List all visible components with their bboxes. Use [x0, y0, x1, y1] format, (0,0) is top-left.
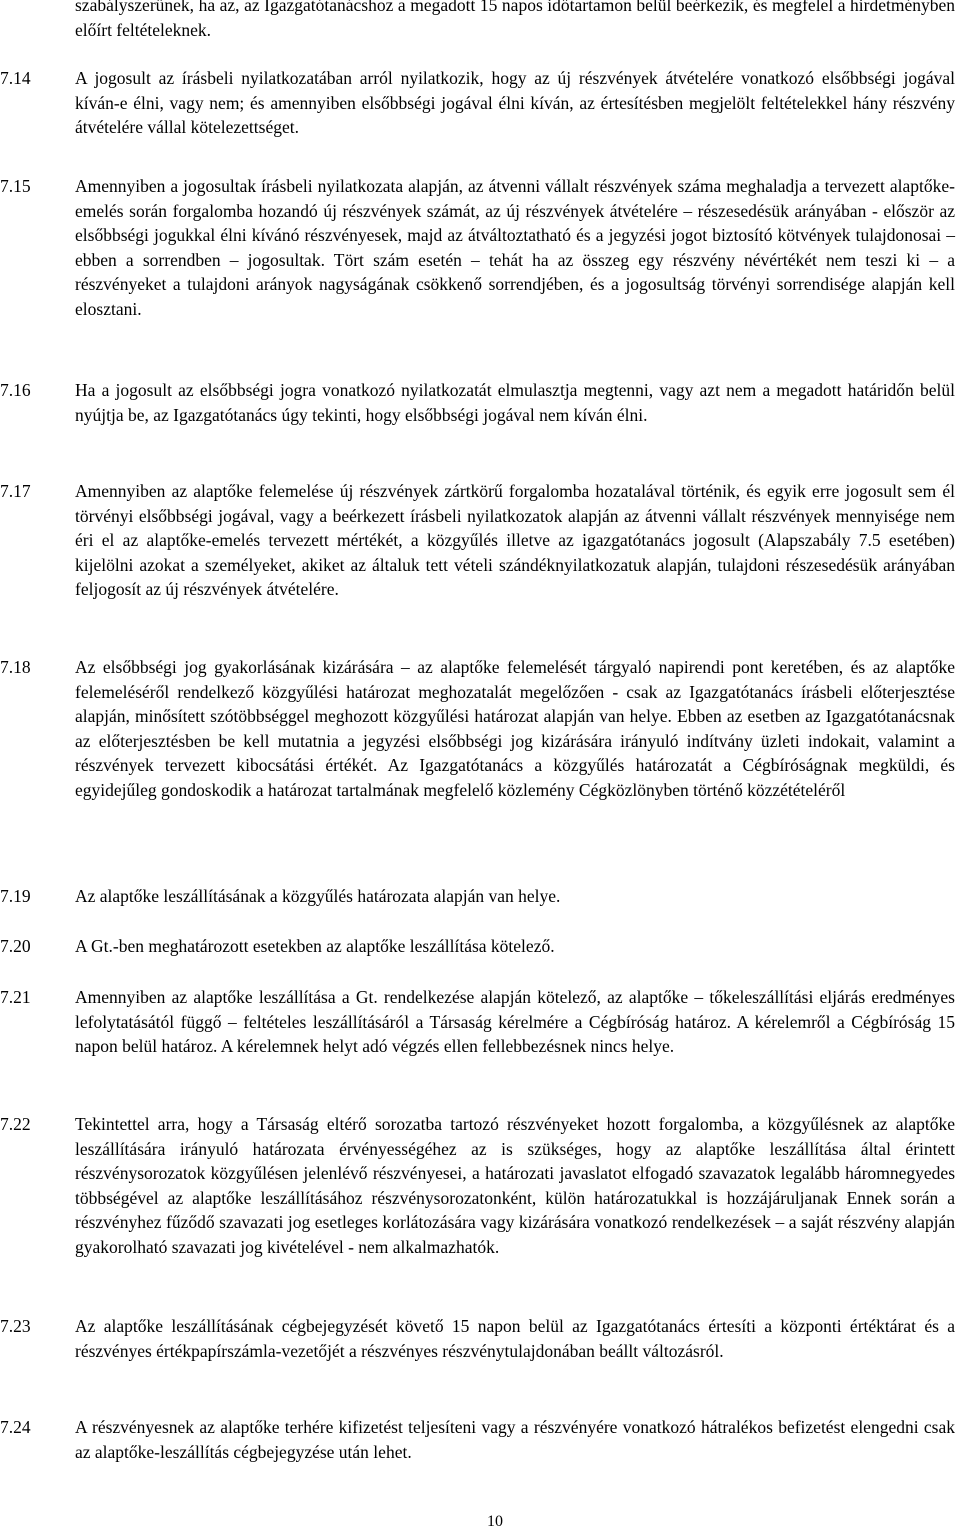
clause-number: 7.19 — [0, 886, 31, 906]
clause-text: Amennyiben a jogosultak írásbeli nyilatkozata alapján, az átvenni vállalt részvények száma meghaladja a tervezett alaptőke-emelés során forgalomba hozandó új részvények számát, az új részvények átvételére – részesedésük arányában - először az elsőbbségi jogukkal élni kívánó részvényesek, majd az átváltoztatható és a jegyzési jogot biztosító kötvények tulajdonosai – ebben a sorrendben – jogosultak. Tört szám esetén – tehát ha az összeg egy részvény névértékét nem teszi ki – a részvényeket a tulajdoni arányok nagyságának csökkenő sorrendjében, és a jogosultság törvényi sorrendisége alapján kell elosztani. — [75, 176, 955, 319]
clause-number: 7.22 — [0, 1114, 31, 1134]
clause-number: 7.23 — [0, 1316, 31, 1336]
clause-number: 7.17 — [0, 481, 31, 501]
clause-number: 7.14 — [0, 68, 31, 88]
clause-text: Az elsőbbségi jog gyakorlásának kizárására – az alaptőke felemelését tárgyaló napirendi pont keretében, és az alaptőke felemeléséről rendelkező közgyűlési határozat meghozatalát megelőzően - csak az Igazgatótanács írásbeli előterjesztése alapján, minősített szótöbbséggel meghozott közgyűlési határozat alapján van helye. Ebben az esetben az Igazgatótanácsnak az előterjesztésben be kell mutatnia a jegyzési elsőbbségi jog kizárására irányuló indítvány üzleti indokait, valamint a részvények tervezett kibocsátási értékét. Az Igazgatótanács a közgyűlés határozatát a Cégbíróságnak megküldi, és egyidejűleg gondoskodik a határozat tartalmának megfelelő közlemény Cégközlönyben történő közzétételéről — [75, 657, 955, 800]
clause-text: A részvényesnek az alaptőke terhére kifizetést teljesíteni vagy a részvényére vonatkozó hátralékos befizetést elengedni csak az alaptőke-leszállítás cégbejegyzése után lehet. — [75, 1417, 955, 1462]
clause-text: Az alaptőke leszállításának a közgyűlés határozata alapján van helye. — [75, 886, 561, 906]
clause-text: Az alaptőke leszállításának cégbejegyzését követő 15 napon belül az Igazgatótanács értesíti a központi értéktárat és a részvényes értékpapírszámla-vezetőjét a részvényes részvénytulajdonában beállt változásról. — [75, 1316, 955, 1361]
clause-text: Amennyiben az alaptőke felemelése új részvények zártkörű forgalomba hozatalával történik, és egyik erre jogosult sem él törvényi elsőbbségi jogával, vagy a beérkezett írásbeli nyilatkozatok alapján az átvenni vállalt részvények mennyisége nem éri el az alaptőke-emelés tervezett mértékét, a közgyűlés illetve az igazgatótanács jogosult (Alapszabály 7.5 esetében) kijelölni azokat a személyeket, akiket az általuk tett vételi szándéknyilatkozatuk alapján, tulajdoni részesedésük arányában feljogosít az új részvények átvételére. — [75, 481, 955, 599]
clause-text: A Gt.-ben meghatározott esetekben az alaptőke leszállítása kötelező. — [75, 936, 555, 956]
clause-number: 7.18 — [0, 657, 31, 677]
page-number: 10 — [487, 1513, 503, 1530]
clause-text: Ha a jogosult az elsőbbségi jogra vonatkozó nyilatkozatát elmulasztja megtenni, vagy azt nem a megadott határidőn belül nyújtja be, az Igazgatótanács úgy tekinti, hogy elsőbbségi jogával nem kíván élni. — [75, 380, 955, 425]
continuation-paragraph: szabályszerűnek, ha az, az Igazgatótanácshoz a megadott 15 napos időtartamon belül beérkezik, és megfelel a hirdetményben előírt feltételeknek. — [75, 0, 955, 40]
clause-number: 7.24 — [0, 1417, 31, 1437]
clause-number: 7.15 — [0, 176, 31, 196]
clause-number: 7.16 — [0, 380, 31, 400]
clause-number: 7.20 — [0, 936, 31, 956]
clause-number: 7.21 — [0, 987, 31, 1007]
clause-text: Amennyiben az alaptőke leszállítása a Gt. rendelkezése alapján kötelező, az alaptőke – tőkeleszállítási eljárás eredményes lefolytatásától függő – feltételes leszállításáról a Társaság kérelmére a Cégbíróság határoz. A kérelemről a Cégbíróság 15 napon belül határoz. A kérelemnek helyt adó végzés ellen fellebbezésnek nincs helye. — [75, 987, 955, 1056]
clause-text: Tekintettel arra, hogy a Társaság eltérő sorozatba tartozó részvényeket hozott forgalomba, a közgyűlésnek az alaptőke leszállítására irányuló határozata érvényességéhez az is szükséges, hogy az alaptőke leszállítása által érintett részvénysorozatok közgyűlésen jelenlévő részvényesei, a határozati javaslatot elfogadó szavazatok legalább háromnegyedes többségével az alaptőke leszállításához részvénysorozatonként, külön határozatukkal is hozzájáruljanak Ennek során a részvényhez fűződő szavazati jog esetleges korlátozására vagy kizárására vonatkozó rendelkezések – a saját részvény alapján gyakorolható szavazati jog kivételével - nem alkalmazhatók. — [75, 1114, 955, 1257]
clause-text: A jogosult az írásbeli nyilatkozatában arról nyilatkozik, hogy az új részvények átvételére vonatkozó elsőbbségi jogával kíván-e élni, vagy nem; és amennyiben elsőbbségi jogával élni kíván, az értesítésben megjelölt feltételekkel hány részvény átvételére vállal kötelezettséget. — [75, 68, 955, 137]
